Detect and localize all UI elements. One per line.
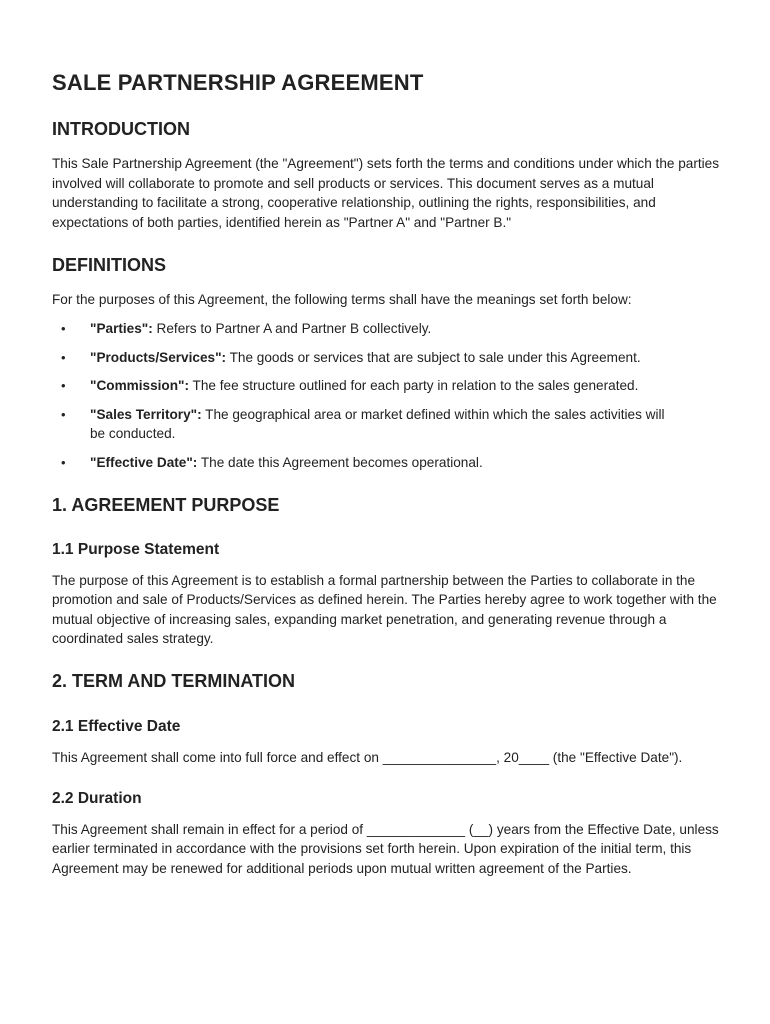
- bullet-icon: •: [61, 454, 66, 470]
- definitions-list: [52, 319, 720, 473]
- definition-term: "Products/Services":: [90, 349, 227, 365]
- section-2-1-heading: 2.1 Effective Date: [52, 717, 181, 735]
- section-1-heading: 1. AGREEMENT PURPOSE: [52, 494, 280, 515]
- definitions-heading: DEFINITIONS: [52, 255, 167, 276]
- definition-item-parties: [52, 319, 720, 339]
- definition-item-sales-territory: [52, 405, 670, 444]
- definition-term: "Sales Territory":: [90, 406, 202, 422]
- bullet-icon: •: [61, 320, 66, 336]
- section-2-2-paragraph: This Agreement shall remain in effect for a period of _____________ (__) years from the Effective Date, unless earlier terminated in accordance with the provisions set forth herein. Upon expiration of the initial term, this Agreement may be renewed for additional periods upon mutual written agreement of the Parties.: [52, 821, 719, 876]
- definitions-intro: For the purposes of this Agreement, the following terms shall have the meanings set forth below:: [52, 292, 632, 308]
- section-2-1-paragraph: This Agreement shall come into full force and effect on _______________, 20____ (the "Effective Date").: [52, 749, 683, 765]
- definition-text: The geographical area or market defined within which the sales activities will be conducted.: [90, 406, 665, 442]
- introduction-paragraph: This Sale Partnership Agreement (the "Agreement") sets forth the terms and conditions under which the parties involved will collaborate to promote and sell products or services. This document serves as a mutual understanding to facilitate a strong, cooperative relationship, outlining the rights, responsibilities, and expectations of both parties, identified herein as "Partner A" and "Partner B.": [52, 156, 720, 230]
- document-title: SALE PARTNERSHIP AGREEMENT: [52, 70, 424, 95]
- bullet-icon: •: [61, 378, 66, 394]
- section-1-1-paragraph: The purpose of this Agreement is to establish a formal partnership between the Parties to collaborate in the promotion and sale of Products/Services as defined herein. The Parties hereby agree to work together with the mutual objective of increasing sales, expanding market penetration, and generating revenue through a coordinated sales strategy.: [52, 572, 717, 647]
- introduction-heading: INTRODUCTION: [52, 119, 190, 139]
- section-1-1-heading: 1.1 Purpose Statement: [52, 540, 220, 558]
- definition-text: The goods or services that are subject to sale under this Agreement.: [226, 349, 641, 365]
- definition-text: Refers to Partner A and Partner B collectively.: [152, 320, 432, 336]
- section-2-2-heading: 2.2 Duration: [52, 789, 142, 807]
- definition-item-products-services: [52, 348, 650, 368]
- definition-text: The date this Agreement becomes operational.: [197, 454, 483, 470]
- bullet-icon: •: [61, 349, 66, 365]
- definition-item-effective-date: [52, 453, 720, 473]
- bullet-icon: •: [61, 406, 66, 422]
- section-2-heading: 2. TERM AND TERMINATION: [52, 670, 295, 691]
- definition-term: "Commission":: [90, 378, 189, 394]
- definition-item-commission: [52, 376, 720, 396]
- definition-term: "Parties":: [90, 320, 153, 336]
- definition-text: The fee structure outlined for each party in relation to the sales generated.: [189, 378, 639, 394]
- definition-term: "Effective Date":: [90, 454, 198, 470]
